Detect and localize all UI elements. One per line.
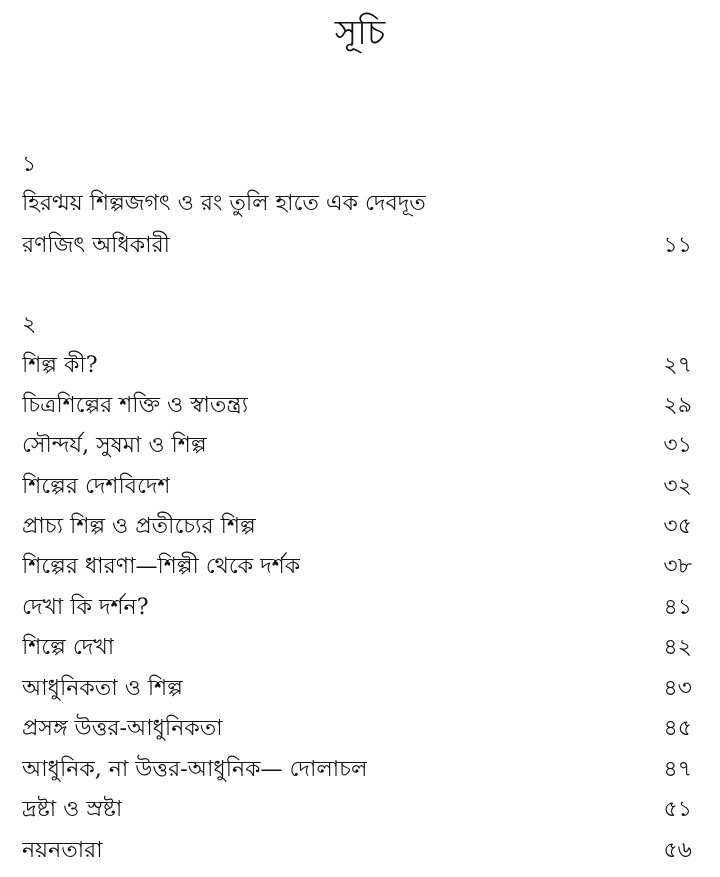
toc-entry-title: সৌন্দর্য, সুষমা ও শিল্প — [22, 433, 207, 458]
toc-entry-title: শিল্পের দেশবিদেশ — [22, 474, 171, 499]
toc-entry-title: হিরণ্ময় শিল্পজগৎ ও রং তুলি হাতে এক দেবদূত — [22, 191, 426, 216]
toc-entry-page: ৩৮ — [663, 554, 692, 579]
toc-entry[interactable] — [22, 390, 692, 422]
toc-entry[interactable] — [22, 592, 692, 624]
toc-entry-page: ৫১ — [663, 797, 692, 822]
toc-entry-title: শিল্প কী? — [22, 353, 98, 378]
toc-entry-page: ৩৫ — [663, 514, 692, 539]
toc-entry-title: শিল্পে দেখা — [22, 635, 115, 660]
toc-entry-title: নয়নতারা — [22, 838, 103, 863]
toc-entry-page: ৪২ — [663, 635, 692, 660]
toc-entry-title: প্রসঙ্গ উত্তর-আধুনিকতা — [22, 716, 223, 741]
page-title: সূচি — [334, 13, 386, 53]
toc-entry-title: আধুনিক, না উত্তর-আধুনিক— দোলাচল — [22, 757, 368, 782]
toc-entry[interactable] — [22, 794, 692, 826]
toc-entry[interactable] — [22, 430, 692, 462]
toc-entry[interactable] — [22, 350, 692, 382]
toc-entry-page: ৪৩ — [663, 676, 692, 701]
toc-entry-page: ৩১ — [663, 433, 692, 458]
toc-entry-title: চিত্রশিল্পের শক্তি ও স্বাতন্ত্র্য — [22, 393, 249, 418]
toc-entry-page: ৪৫ — [663, 716, 692, 741]
toc-entry-title: রণজিৎ অধিকারী — [22, 233, 170, 258]
toc-entry[interactable] — [22, 551, 692, 583]
toc-entry[interactable] — [22, 471, 692, 503]
section-number: ২ — [22, 312, 37, 337]
toc-entry-title: দেখা কি দর্শন? — [22, 595, 149, 620]
toc-entry[interactable] — [22, 188, 692, 220]
toc-entry[interactable] — [22, 511, 692, 543]
toc-entry[interactable] — [22, 713, 692, 745]
toc-entry[interactable] — [22, 230, 692, 262]
toc-entry-page: ৪৭ — [663, 757, 692, 782]
toc-entry-page: ৫৬ — [663, 838, 692, 863]
toc-entry-title: আধুনিকতা ও শিল্প — [22, 676, 183, 701]
toc-entry-page: ২৯ — [663, 393, 692, 418]
toc-entry-page: ২৭ — [663, 353, 692, 378]
toc-entry-title: দ্রষ্টা ও স্রষ্টা — [22, 797, 123, 822]
toc-entry[interactable] — [22, 754, 692, 786]
section-number: ১ — [22, 152, 37, 177]
toc-entry[interactable] — [22, 835, 692, 867]
toc-entry[interactable] — [22, 673, 692, 705]
toc-entry-page: ৩২ — [663, 474, 692, 499]
toc-entry-page: ১১ — [663, 233, 692, 258]
toc-entry-title: প্রাচ্য শিল্প ও প্রতীচ্যের শিল্প — [22, 514, 256, 539]
toc-entry-title: শিল্পের ধারণা—শিল্পী থেকে দর্শক — [22, 554, 301, 579]
toc-entry[interactable] — [22, 632, 692, 664]
toc-entry-page: ৪১ — [663, 595, 692, 620]
